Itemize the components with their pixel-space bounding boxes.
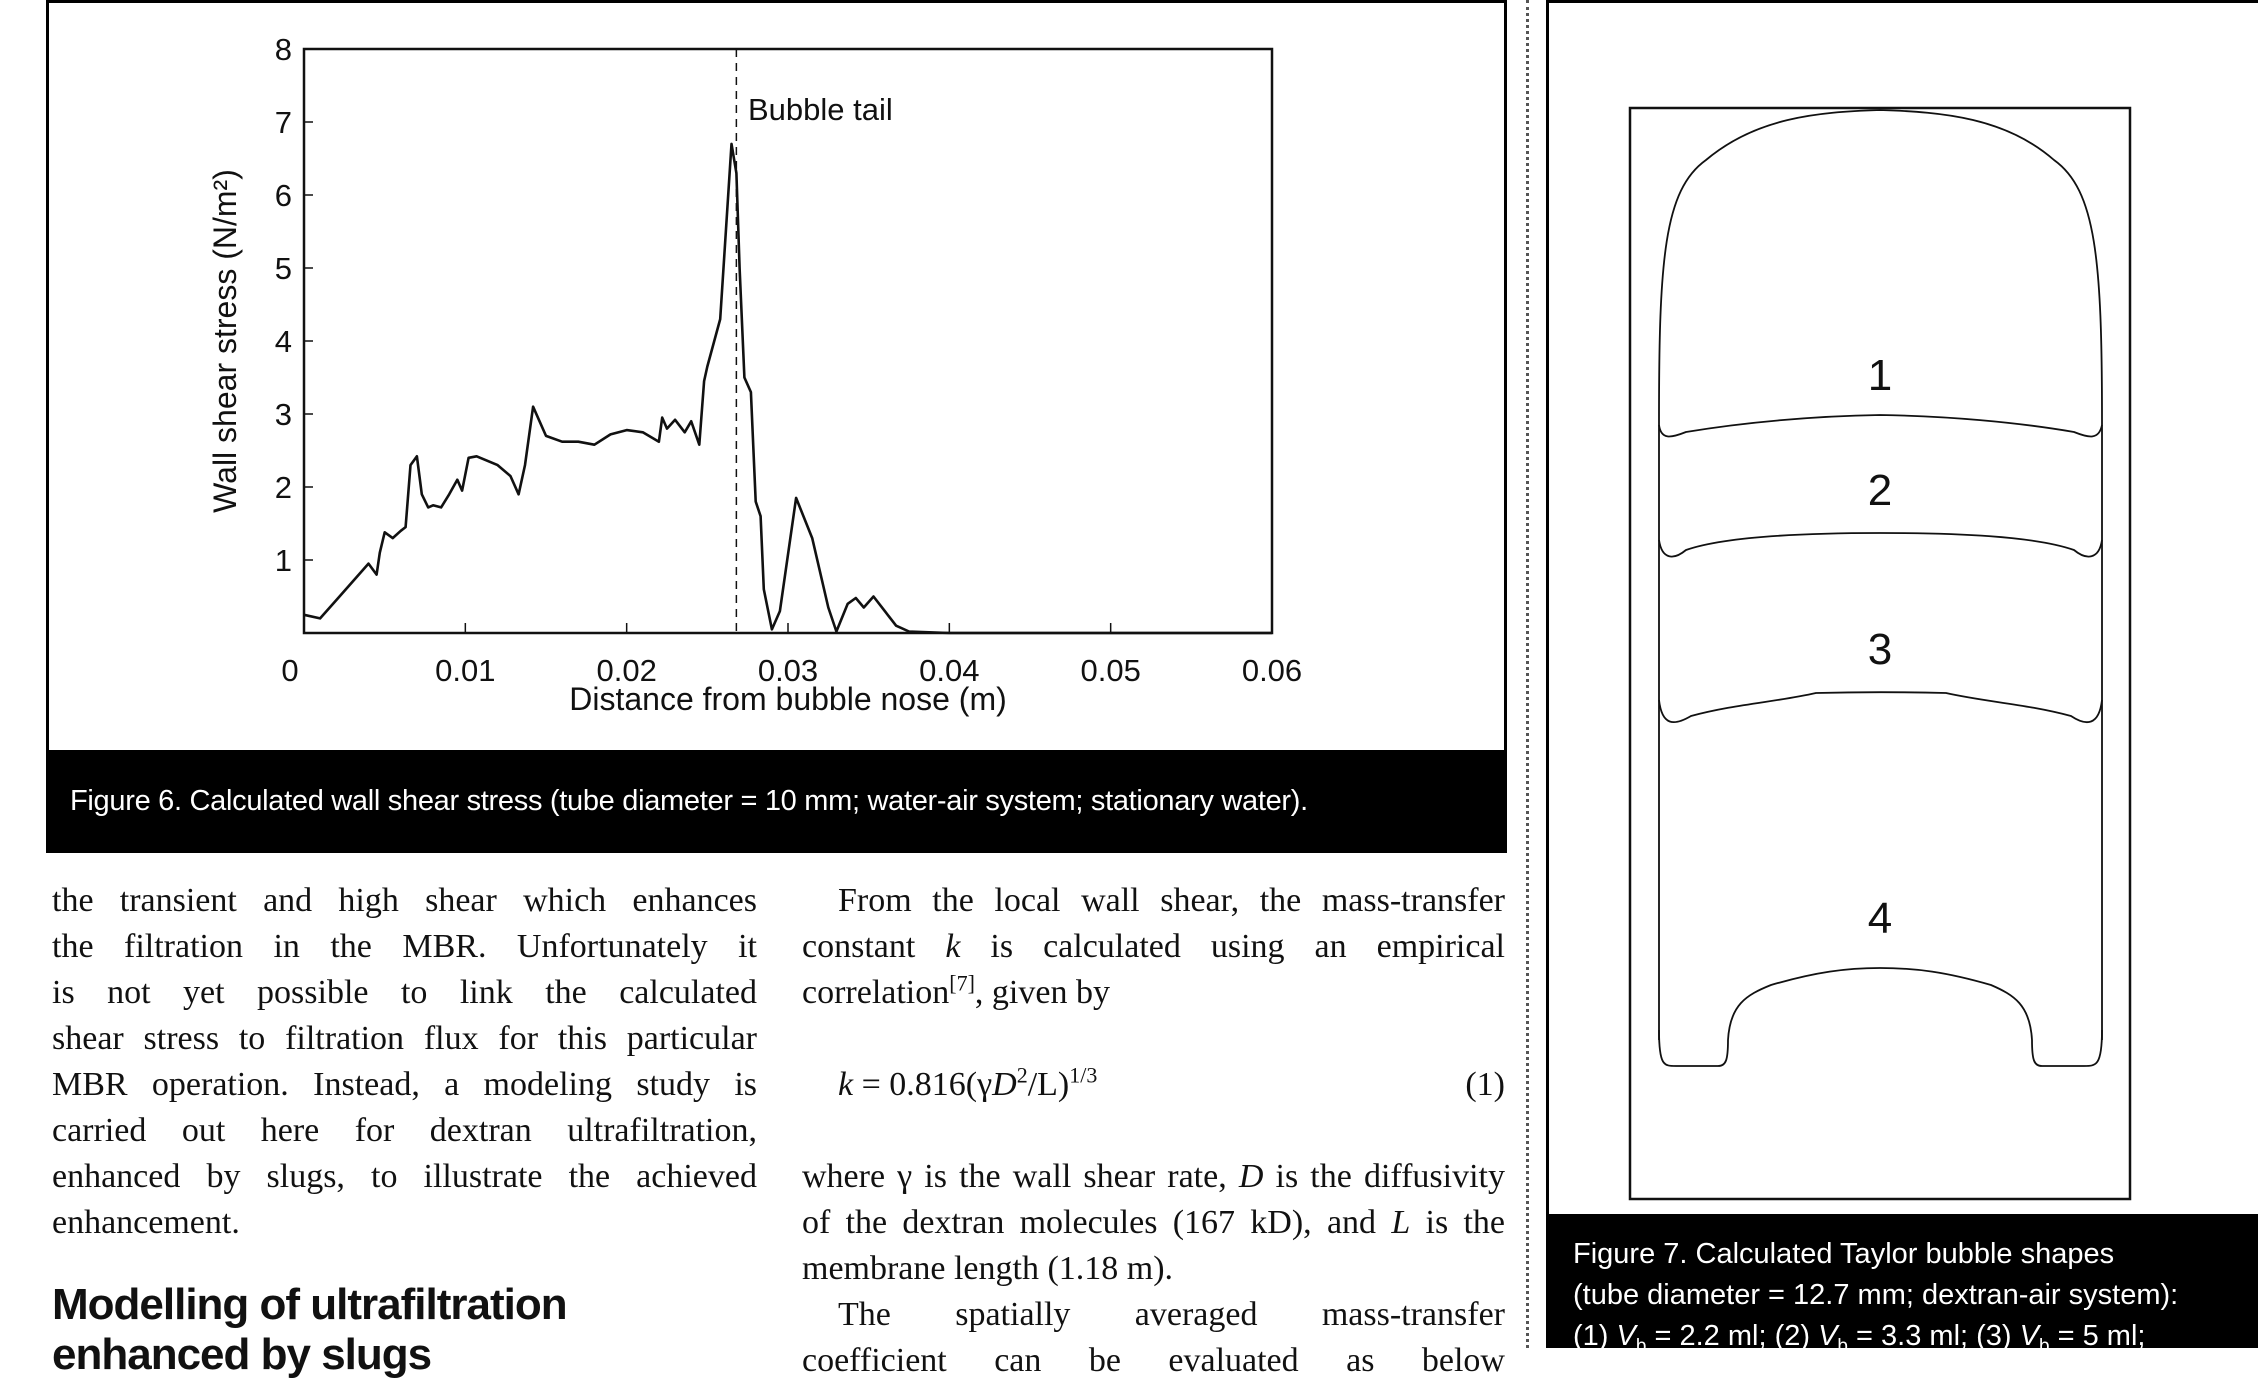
citation-ref: [7] [949, 970, 975, 996]
bubble-tail-4 [1659, 968, 2102, 1066]
figure-7-caption-line-3 [1573, 1316, 2258, 1367]
y-tick-label: 2 [274, 470, 292, 505]
paragraph-line: carried out here for dextran ultrafiltration, [52, 1112, 757, 1149]
eq-exponent: 1/3 [1069, 1062, 1098, 1088]
text-fragment: is the diffusivity [1263, 1158, 1505, 1195]
paragraph-line: is not yet possible to link the calculated [52, 974, 757, 1011]
x-axis-label: Distance from bubble nose (m) [569, 681, 1007, 717]
vb-symbol: V [1818, 1320, 1838, 1352]
y-tick-label: 5 [274, 251, 292, 286]
bubble-label-3: 3 [1867, 625, 1893, 674]
paragraph-line [802, 1200, 1505, 1246]
vb-symbol: V [1616, 1320, 1636, 1352]
chart-line-series [304, 144, 1272, 633]
vb-subscript: b [1635, 1335, 1647, 1357]
column-divider [1526, 0, 1529, 1348]
caption-vb-3-label: (3) [1976, 1320, 2020, 1352]
paragraph-line: MBR operation. Instead, a modeling study is [52, 1066, 757, 1103]
bubble-tail-annotation: Bubble tail [748, 92, 893, 127]
y-tick-label: 7 [274, 105, 292, 140]
figure-7-caption-line-2: (tube diameter = 12.7 mm; dextran-air system): [1573, 1279, 2179, 1311]
figure-7-caption-line-1: Figure 7. Calculated Taylor bubble shapes [1573, 1238, 2115, 1270]
text-fragment: of the dextran molecules (167 kD), and [802, 1204, 1392, 1241]
x-tick-label: 0.01 [435, 653, 496, 688]
section-heading-line-1: Modelling of ultrafiltration [52, 1280, 567, 1329]
caption-vb-1-label: (1) [1573, 1320, 1617, 1352]
y-tick-label: 6 [274, 178, 292, 213]
bubble-label-4: 4 [1867, 894, 1893, 943]
taylor-bubble-shapes-diagram [1546, 0, 2258, 1214]
text-fragment: correlation [802, 974, 950, 1011]
text-fragment: , given by [974, 974, 1110, 1011]
x-tick-label: 0.03 [757, 653, 819, 688]
vb-subscript: b [2038, 1335, 2050, 1357]
bubble-tail-1 [1659, 415, 2102, 436]
x-tick-label: 0 [281, 653, 299, 688]
eq-rhs: = 0.816(γ [853, 1066, 993, 1103]
eq-rhs: /L) [1027, 1066, 1070, 1103]
right-text-column [802, 878, 1505, 1384]
variable-l: L [1391, 1204, 1411, 1241]
text-fragment: is the [1410, 1204, 1505, 1241]
eq-var-d: D [992, 1066, 1017, 1103]
paragraph-line: enhanced by slugs, to illustrate the achieved [52, 1158, 757, 1195]
shear-stress-curve [304, 144, 1272, 633]
left-text-column [52, 878, 757, 1246]
bubble-tail-3 [1659, 692, 2102, 722]
section-heading-line-2: enhanced by slugs [52, 1330, 432, 1379]
y-axis-label: Wall shear stress (N/m²) [207, 169, 243, 513]
eq-lhs: k [838, 1066, 854, 1103]
paragraph-line [802, 970, 1505, 1016]
figure-7-caption [1549, 1214, 2258, 1357]
x-tick-label: 0.05 [1080, 653, 1141, 688]
paragraph-line: From the local wall shear, the mass-transfer [838, 882, 1505, 919]
y-tick-label: 8 [274, 32, 292, 67]
caption-vb-2-label: (2) [1774, 1320, 1819, 1352]
text-fragment: constant [802, 928, 946, 965]
equation-body [838, 1062, 1097, 1108]
x-tick-label: 0.04 [919, 653, 980, 688]
y-tick-label: 4 [274, 324, 292, 359]
equation-number: (1) [1465, 1066, 1505, 1103]
section-heading [52, 1280, 567, 1380]
bubble-tail-2 [1659, 533, 2102, 557]
x-tick-label: 0.02 [596, 653, 657, 688]
chart-axes [275, 32, 1302, 688]
paragraph-line: shear stress to filtration flux for this particular [52, 1020, 757, 1057]
y-tick-label: 3 [274, 397, 292, 432]
vb-subscript: b [1837, 1335, 1848, 1357]
variable-k: k [945, 928, 961, 965]
text-fragment: is calculated using an empirical [960, 928, 1505, 965]
y-tick-label: 1 [274, 543, 292, 578]
vb-symbol: V [2019, 1320, 2039, 1352]
figure-6-caption [46, 750, 1507, 853]
text-fragment: where γ is the wall shear rate, [802, 1158, 1239, 1195]
paragraph-line: membrane length (1.18 m). [802, 1250, 1174, 1287]
eq-square: 2 [1016, 1062, 1028, 1088]
caption-vb-3-value: = 5 ml; [2049, 1320, 2146, 1352]
equation-1 [802, 1062, 1505, 1108]
bubble-label-2: 2 [1867, 466, 1893, 515]
figure-6-caption-text: Figure 6. Calculated wall shear stress (tube diameter = 10 mm; water-air system; stationary water). [70, 785, 1308, 817]
caption-vb-1-value: = 2.2 ml; [1646, 1320, 1775, 1352]
caption-vb-2-value: = 3.3 ml; [1847, 1320, 1977, 1352]
x-tick-label: 0.06 [1241, 653, 1303, 688]
paragraph-line: enhancement. [52, 1204, 240, 1241]
paragraph-line: coefficient can be evaluated as below [802, 1342, 1505, 1379]
paragraph-line: the filtration in the MBR. Unfortunately it [52, 928, 757, 965]
bubble-label-1: 1 [1867, 351, 1893, 400]
paragraph-line [802, 1154, 1505, 1200]
paragraph-line: the transient and high shear which enhances [52, 882, 757, 919]
wall-shear-stress-chart [0, 0, 1520, 760]
variable-d: D [1238, 1158, 1264, 1195]
paragraph-line [802, 924, 1505, 970]
paragraph-line: The spatially averaged mass-transfer [838, 1296, 1505, 1333]
